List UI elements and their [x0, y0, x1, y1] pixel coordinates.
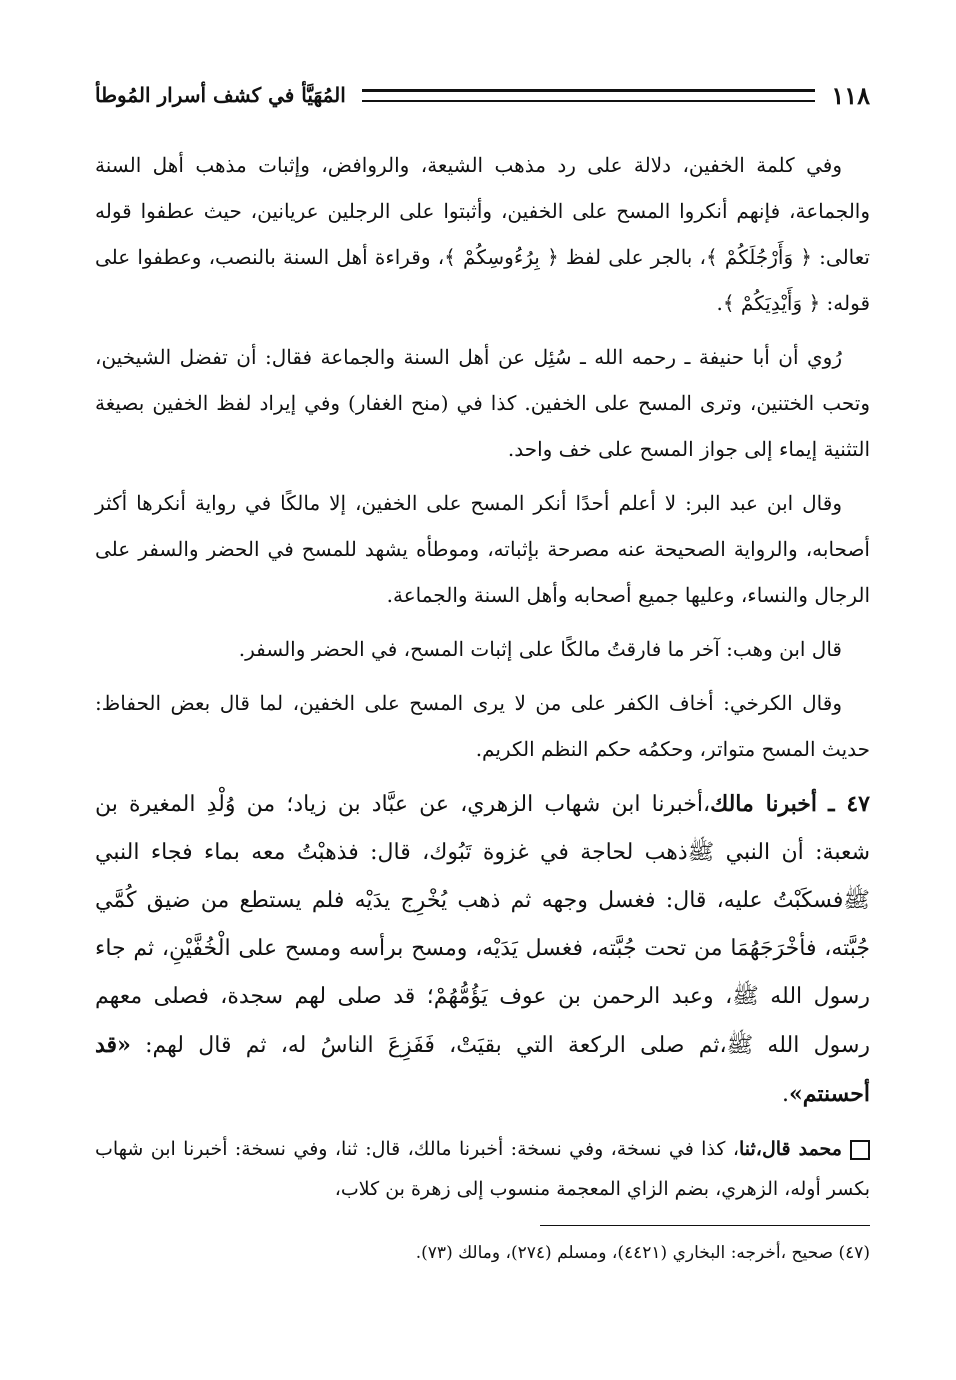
- page-header: [95, 70, 870, 120]
- page-number: ١١٨: [831, 80, 870, 110]
- hadith-lead: أخبرنا مالك: [710, 791, 817, 817]
- footnote-divider: [540, 1225, 870, 1226]
- commentary-text: [95, 1129, 870, 1209]
- header-rule: [362, 89, 815, 102]
- paragraph: وقال ابن عبد البر: لا أعلم أحدًا أنكر المسح على الخفين، إلا مالكًا في رواية أنكرها أكثر أصحابه، والرواية الصحيحة عنه مصرحة بإثباته، وموطأه يشهد للمسح في الحضر والسفر على الرجال والنساء، وعليها جميع أصحابه وأهل السنة والجماعة.: [95, 491, 870, 607]
- hadith-end: .: [781, 1082, 789, 1107]
- footnote: (٤٧) صحيح ،أخرجه: البخاري (٤٤٢١)، ومسلم (٢٧٤)، ومالك (٧٣).: [415, 1243, 870, 1263]
- commentary-body: ، كذا في نسخة، وفي نسخة: أخبرنا مالك، قال: ثنا، وفي نسخة: أخبرنا ابن شهاب بكسر أوله، الزهري، بضم الزاي المعجمة منسوب إلى زهرة بن كلاب،: [95, 1138, 870, 1200]
- hadith-body: ،أخبرنا ابن شهاب الزهري، عن عبَّاد بن زياد؛ من وُلْدِ المغيرة بن شعبة: أن النبي ﷺذهب لحاجة في غزوة تَبُوك، قال: فذهبْتُ معه بماء فجاء النبي ﷺفسكَبْتُ عليه، قال: فغسل وجهه ثم ذهب يُخْرِج يدَيْه فلم يستطع من ضيق كُمَّي جُبَّته، فأخْرَجَهُمَا من تحت جُبَّته، فغسل يَدَيْه، ومسح برأسه ومسح على الْخُفَّيْنِ، ثم جاء رسول الله ﷺ، وعبد الرحمن بن عوف يَؤُمُّهُمْ؛ قد صلى لهم سجدة، فصلى معهم رسول الله ﷺ،ثم صلى الركعة التي بقيَتْ، فَفَزِعَ الناسُ له، ثم قال لهم:: [95, 792, 870, 1058]
- hadith-number: ٤٧ ـ: [828, 791, 870, 817]
- paragraph: قال ابن وهب: آخر ما فارقتُ مالكًا على إثبات المسح، في الحضر والسفر.: [238, 637, 842, 661]
- hadith-quote: «قد أحسنتم»: [95, 1032, 870, 1107]
- main-text: [95, 142, 870, 772]
- paragraph: رُوي أن أبا حنيفة ـ رحمه الله ـ سُئِل عن أهل السنة والجماعة فقال: أن تفضل الشيخين، وتحب الختنين، وترى المسح على الخفين. كذا في (منح الغفار) وفي إيراد لفظ الخفين بصيغة التثنية إيماء إلى جواز المسح على خف واحد.: [95, 345, 870, 461]
- square-marker-icon: [850, 1140, 870, 1160]
- commentary-lead: محمد قال،ثنا: [739, 1138, 842, 1160]
- paragraph: وقال الكرخي: أخاف الكفر على من لا يرى المسح على الخفين، لما قال بعض الحفاظ: حديث المسح متواتر، وحكمُه حكم النظم الكريم.: [95, 691, 870, 761]
- document-page: [95, 70, 870, 1360]
- hadith-text: [95, 780, 870, 1119]
- paragraph: وفي كلمة الخفين، دلالة على رد مذهب الشيعة، والروافض، وإثبات مذهب أهل السنة والجماعة، فإنهم أنكروا المسح على الخفين، وأثبتوا على الرجلين عريانين، حيث عطفوا قوله تعالى: ﴿ وَأَرْجُلَكُمْ ﴾، بالجر على لفظ ﴿ بِرُءُوسِكُمْ ﴾، وقراءة أهل السنة بالنصب، وعطفوا على قوله: ﴿ وَأَيْدِيَكُمْ ﴾.: [95, 153, 870, 315]
- book-title: المُهَيَّأ في كشف أسرار المُوطأ: [95, 83, 346, 107]
